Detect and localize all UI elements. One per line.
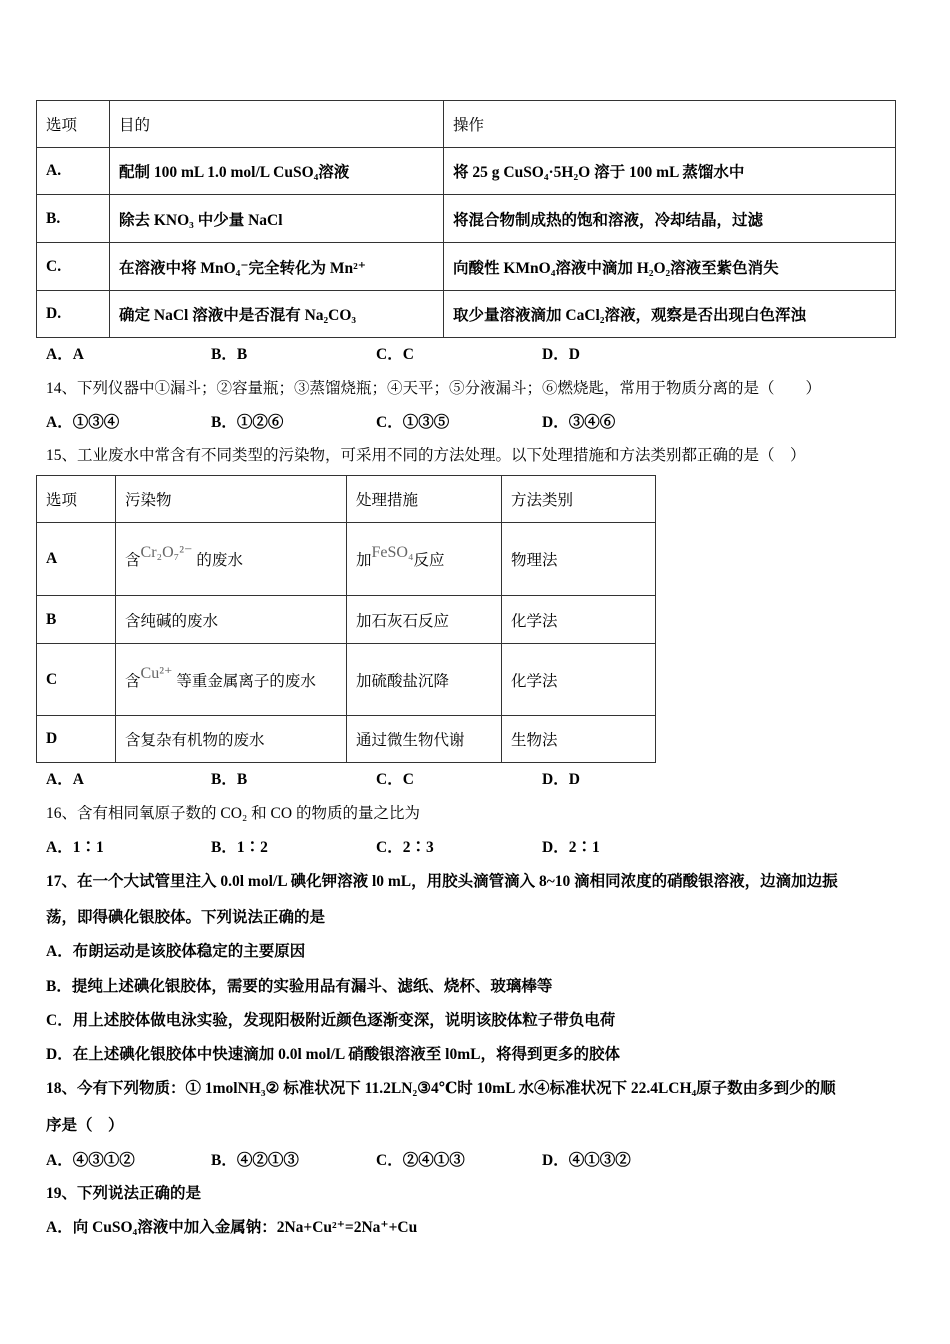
text: 含 [125,672,141,690]
header-cell: 污染物 [116,476,347,523]
option: D．在上述碘化银胶体中快速滴加 0.0l mol/L 硝酸银溶液至 l0mL，将得到更多的胶体 [46,1046,620,1063]
option: B．④②①③ [211,1152,299,1169]
option: A．①③④ [46,414,120,431]
option: A．A [46,346,84,363]
text: 含 [125,552,141,569]
header-cell: 处理措施 [347,476,502,523]
option: C．②④①③ [376,1152,465,1169]
option: C．①③⑤ [376,414,450,431]
question-18-cont: 序是（ ） [46,1117,124,1134]
option: B．B [211,346,248,363]
option: D．④①③② [542,1152,631,1169]
cell: 含复杂有机物的废水 [116,716,347,763]
cell: 物理法 [502,523,656,596]
cell: 确定 NaCl 溶液中是否混有 Na₂CO₃ [110,291,444,338]
option: A．布朗运动是该胶体稳定的主要原因 [46,943,306,960]
cell: A. [37,148,110,195]
cell: B. [37,195,110,243]
cell: 生物法 [502,716,656,763]
question-17-cont: 荡，即得碘化银胶体。下列说法正确的是 [46,909,326,926]
header-cell: 目的 [110,101,444,148]
option: D．③④⑥ [542,414,616,431]
cell: 配制 100 mL 1.0 mol/L CuSO₄溶液 [110,148,444,195]
header-cell: 选项 [37,476,116,523]
question-18: 18、今有下列物质：① 1molNH₃② 标准状况下 11.2LN₂③4℃时 10mL 水④标准状况下 22.4LCH₄原子数由多到少的顺 [46,1080,836,1097]
cell: 加硫酸盐沉降 [347,644,502,716]
cell: C [37,644,116,716]
cell [347,523,502,596]
cell: 化学法 [502,596,656,644]
cell: 含纯碱的废水 [116,596,347,644]
text: 的废水 [192,552,243,569]
text: 等重金属离子的废水 [172,672,316,690]
option: C．用上述胶体做电泳实验，发现阳极附近颜色逐渐变深，说明该胶体粒子带负电荷 [46,1012,616,1029]
option: B．提纯上述碘化银胶体，需要的实验用品有漏斗、滤纸、烧杯、玻璃棒等 [46,978,553,995]
cell: 向酸性 KMnO₄溶液中滴加 H₂O₂溶液至紫色消失 [444,243,896,291]
option: A．④③①② [46,1152,135,1169]
option: B．①②⑥ [211,414,284,431]
cell: D [37,716,116,763]
cell: 通过微生物代谢 [347,716,502,763]
cell: 加石灰石反应 [347,596,502,644]
option: D．D [542,771,580,788]
header-cell: 操作 [444,101,896,148]
cell: 取少量溶液滴加 CaCl₂溶液，观察是否出现白色浑浊 [444,291,896,338]
wastewater-table [36,475,656,763]
question-17: 17、在一个大试管里注入 0.0l mol/L 碘化钾溶液 l0 mL，用胶头滴管滴入 8~10 滴相同浓度的硝酸银溶液，边滴加边振 [46,873,838,890]
formula: FeSO₄ [371,544,414,561]
formula: Cr₂O₇²⁻ [140,544,193,561]
option: A．A [46,771,84,788]
question-14: 14、下列仪器中①漏斗；②容量瓶；③蒸馏烧瓶；④天平；⑤分液漏斗；⑥燃烧匙，常用于物质分离的是（ ） [46,380,822,397]
option: D．2∶1 [542,839,600,856]
cell [116,523,347,596]
option: B．B [211,771,248,788]
cell [116,644,347,716]
cell: B [37,596,116,644]
cell: A [37,523,116,596]
cell: D. [37,291,110,338]
text: 加 [356,552,372,569]
option: D．D [542,346,580,363]
option: C．2∶3 [376,839,434,856]
cell: C. [37,243,110,291]
question-15: 15、工业废水中常含有不同类型的污染物，可采用不同的方法处理。以下处理措施和方法类别都正确的是（ ） [46,447,806,464]
question-19: 19、下列说法正确的是 [46,1185,202,1202]
option: A．1∶1 [46,839,104,856]
option: C．C [376,346,414,363]
text: 反应 [413,552,445,569]
question-16: 16、含有相同氧原子数的 CO₂ 和 CO 的物质的量之比为 [46,805,420,822]
cell: 将 25 g CuSO₄·5H₂O 溶于 100 mL 蒸馏水中 [444,148,896,195]
option: B．1∶2 [211,839,268,856]
cell: 在溶液中将 MnO₄⁻完全转化为 Mn²⁺ [110,243,444,291]
header-cell: 方法类别 [502,476,656,523]
cell: 将混合物制成热的饱和溶液，冷却结晶，过滤 [444,195,896,243]
option: C．C [376,771,414,788]
option: A．向 CuSO₄溶液中加入金属钠：2Na+Cu²⁺=2Na⁺+Cu [46,1219,418,1236]
experiment-table [36,100,896,338]
cell: 化学法 [502,644,656,716]
header-cell: 选项 [37,101,110,148]
formula: Cu²⁺ [140,664,173,682]
cell: 除去 KNO₃ 中少量 NaCl [110,195,444,243]
